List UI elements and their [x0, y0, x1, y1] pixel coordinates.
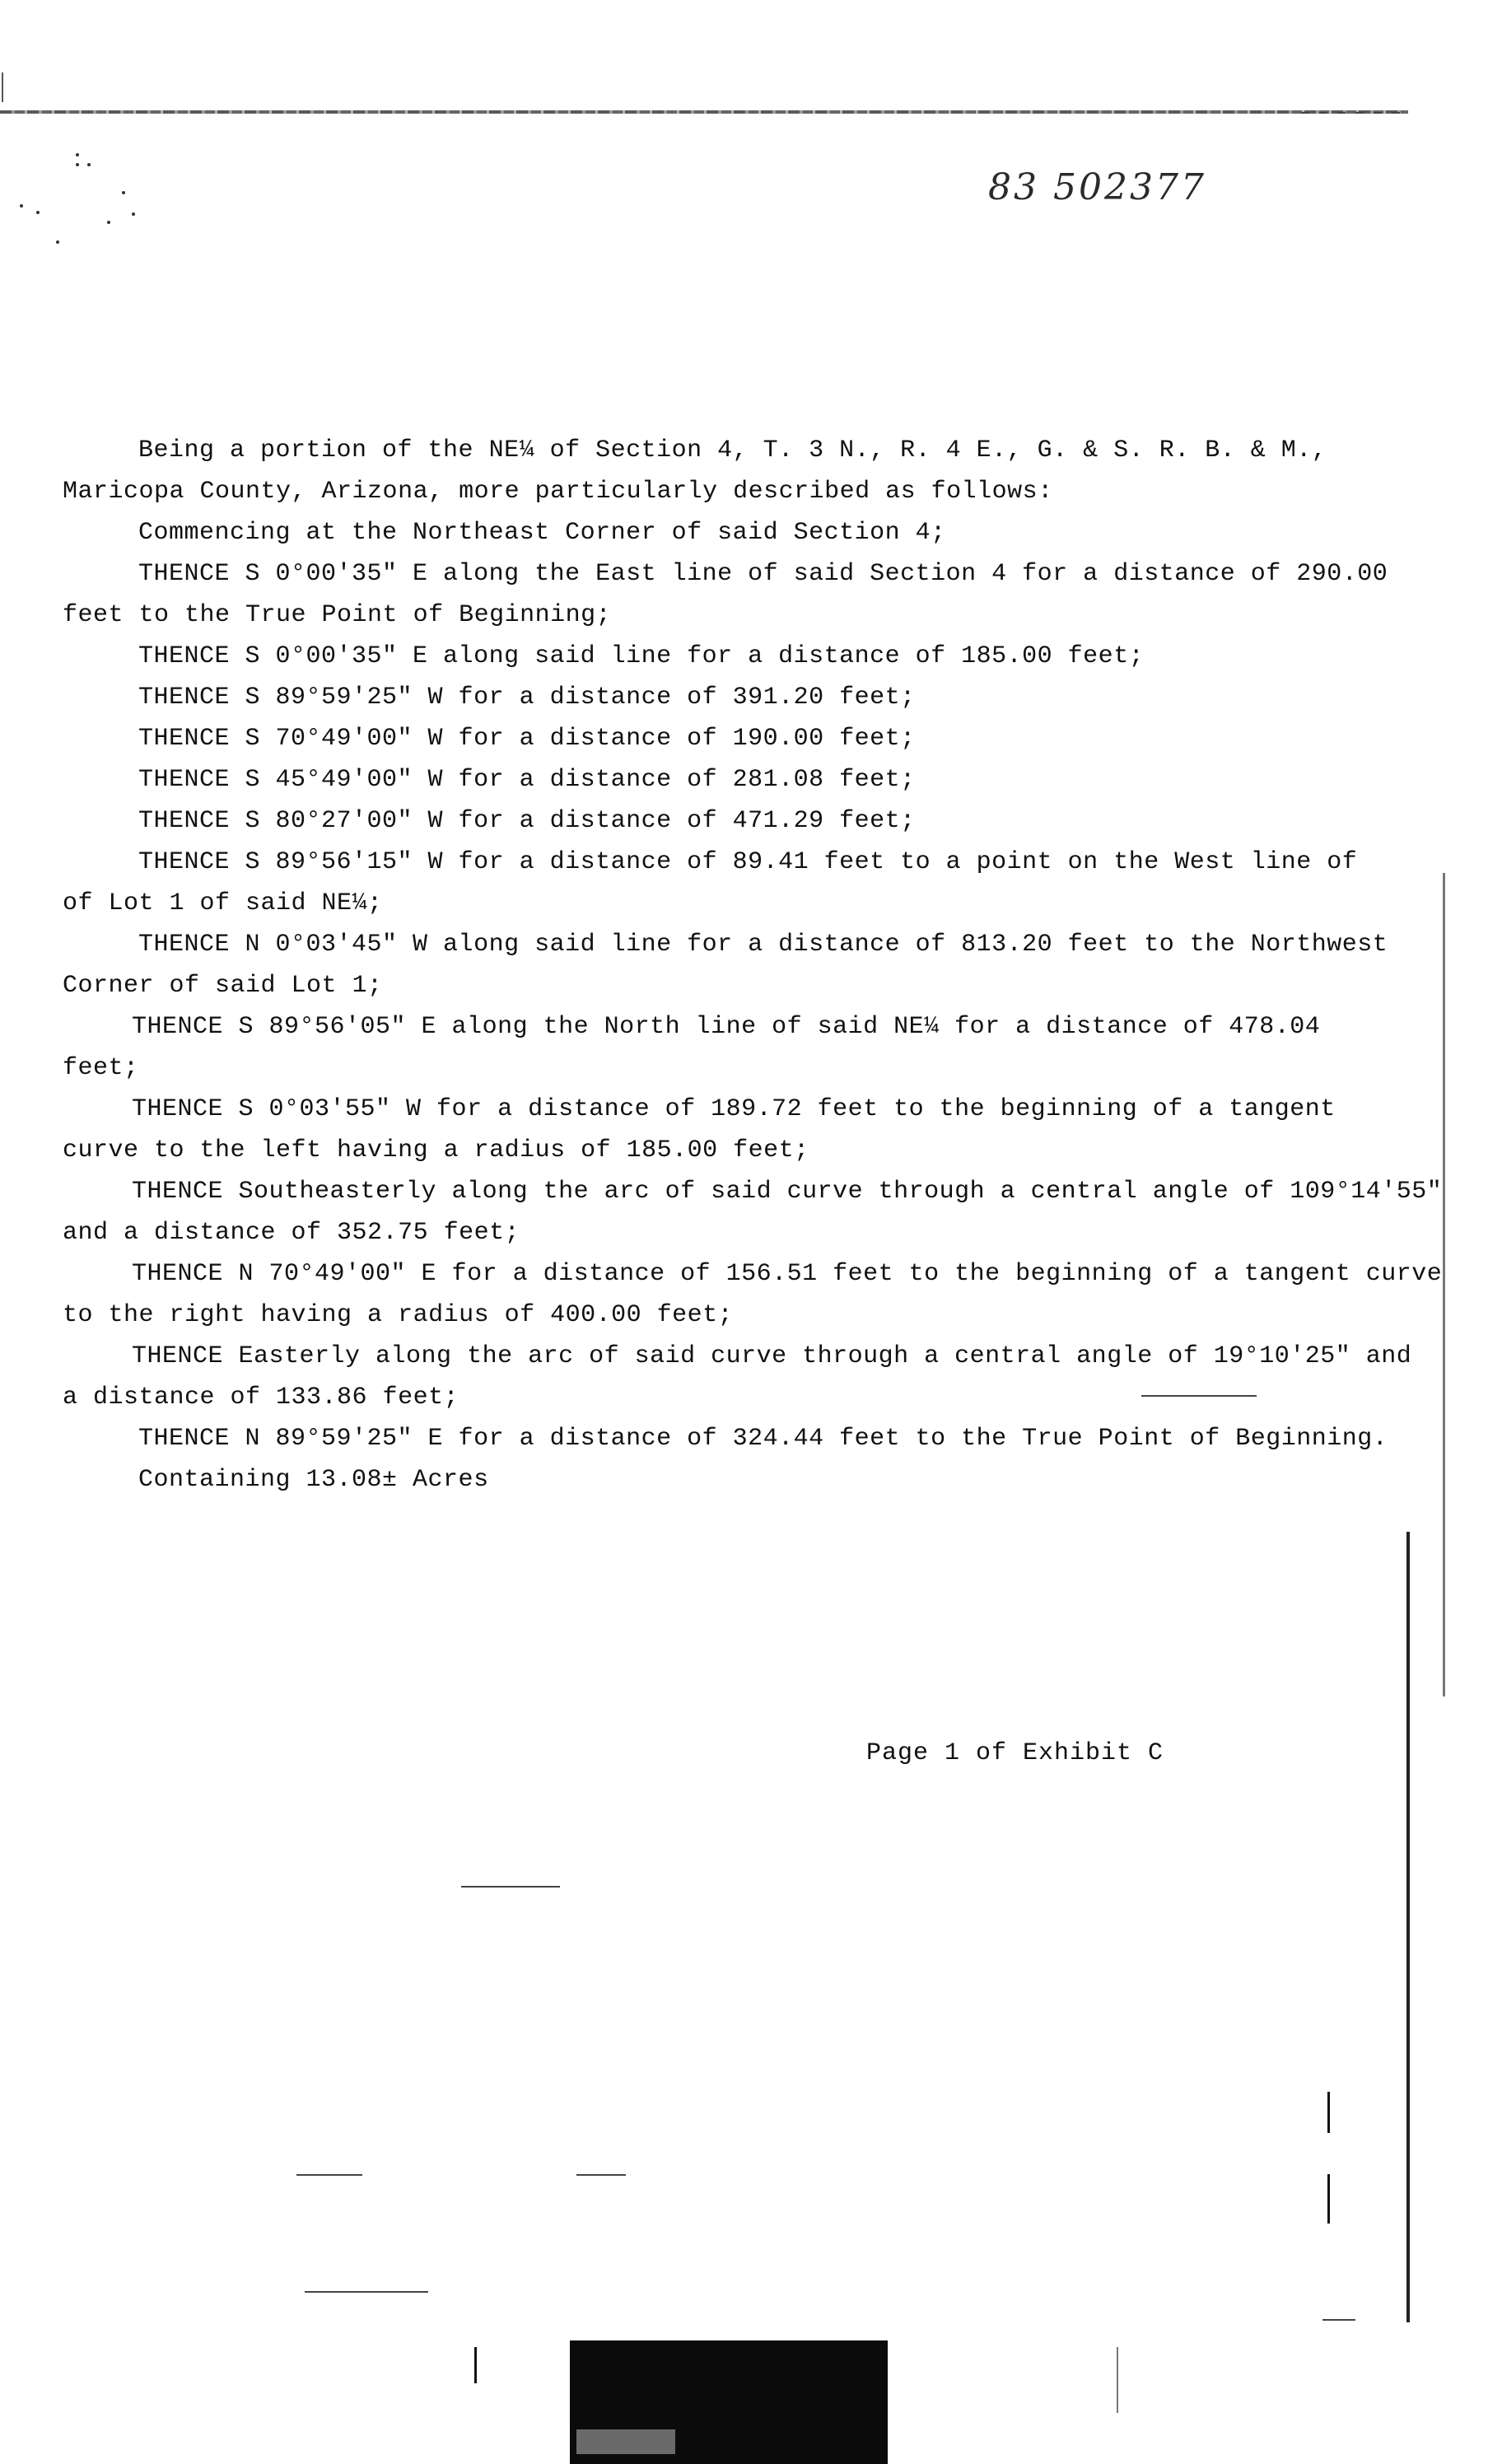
- scan-noise-mark: [296, 2174, 362, 2176]
- description-line: feet;: [63, 1054, 139, 1082]
- scan-right-border-faint: [1443, 873, 1445, 1696]
- scan-noise-mark: [305, 2291, 428, 2293]
- description-line: Corner of said Lot 1;: [63, 972, 383, 1000]
- description-line: THENCE S 0°00'35" E along the East line of said Section 4 for a distance of 290.00: [138, 560, 1388, 588]
- description-line: THENCE Southeasterly along the arc of said curve through a central angle of 109°14'55": [132, 1178, 1443, 1206]
- description-line: THENCE N 89°59'25" E for a distance of 324.44 feet to the True Point of Beginning.: [138, 1425, 1388, 1453]
- description-line: THENCE S 70°49'00" W for a distance of 190.00 feet;: [138, 725, 916, 753]
- scan-speckle: [56, 240, 59, 244]
- scan-top-rule: [0, 110, 1408, 114]
- scan-noise-mark: [576, 2174, 626, 2176]
- scan-speckle: [87, 163, 91, 166]
- scan-speckle: [20, 204, 23, 208]
- scan-speckle: [107, 221, 110, 224]
- description-line: THENCE S 0°00'35" E along said line for a distance of 185.00 feet;: [138, 642, 1145, 670]
- scan-dark-block-edge: [576, 2429, 675, 2454]
- scan-edge-mark: [2, 72, 3, 102]
- description-line: THENCE S 89°59'25" W for a distance of 391.20 feet;: [138, 684, 916, 712]
- description-line: THENCE S 89°56'05" E along the North line of said NE¼ for a distance of 478.04: [132, 1013, 1321, 1041]
- scan-right-border: [1406, 1532, 1410, 2322]
- recording-number: 83 502377: [988, 166, 1206, 208]
- scan-speckle: [122, 191, 125, 194]
- description-line: Containing 13.08± Acres: [138, 1466, 489, 1494]
- description-line: of Lot 1 of said NE¼;: [63, 889, 383, 917]
- description-line: THENCE Easterly along the arc of said curve through a central angle of 19°10'25" and: [132, 1342, 1412, 1370]
- description-line: THENCE S 0°03'55" W for a distance of 189.72 feet to the beginning of a tangent: [132, 1095, 1336, 1123]
- description-line: THENCE N 70°49'00" E for a distance of 156.51 feet to the beginning of a tangent curve: [132, 1260, 1443, 1288]
- scan-noise-mark: [1327, 2174, 1330, 2224]
- description-line: feet to the True Point of Beginning;: [63, 601, 612, 629]
- description-line: THENCE S 45°49'00" W for a distance of 281.08 feet;: [138, 766, 916, 794]
- scan-speckle: [76, 153, 79, 156]
- description-line: THENCE S 89°56'15" W for a distance of 89.41 feet to a point on the West line of: [138, 848, 1358, 876]
- description-line: THENCE S 80°27'00" W for a distance of 471.29 feet;: [138, 807, 916, 835]
- description-line: a distance of 133.86 feet;: [63, 1384, 459, 1412]
- scan-noise-mark: [1117, 2347, 1118, 2413]
- description-line: and a distance of 352.75 feet;: [63, 1219, 520, 1247]
- description-line: Commencing at the Northeast Corner of said Section 4;: [138, 519, 946, 547]
- description-line: THENCE N 0°03'45" W along said line for a distance of 813.20 feet to the Northwest: [138, 931, 1388, 959]
- page-footer: Page 1 of Exhibit C: [866, 1739, 1164, 1767]
- scan-speckle: [36, 211, 40, 214]
- description-line: to the right having a radius of 400.00 feet;: [63, 1301, 734, 1329]
- legal-description: [63, 430, 1443, 1500]
- scan-noise-mark: [474, 2347, 477, 2383]
- scan-top-rule-tail: [1301, 112, 1408, 114]
- scan-noise-mark: [1141, 1395, 1257, 1397]
- description-line: curve to the left having a radius of 185.00 feet;: [63, 1136, 809, 1164]
- scan-speckle: [132, 212, 135, 216]
- scan-noise-mark: [1327, 2092, 1330, 2133]
- scan-speckle: [76, 163, 79, 166]
- scan-noise-mark: [461, 1886, 560, 1888]
- description-line: Being a portion of the NE¼ of Section 4, T. 3 N., R. 4 E., G. & S. R. B. & M.,: [138, 436, 1327, 464]
- scan-noise-mark: [1322, 2319, 1355, 2321]
- description-line: Maricopa County, Arizona, more particularly described as follows:: [63, 478, 1053, 506]
